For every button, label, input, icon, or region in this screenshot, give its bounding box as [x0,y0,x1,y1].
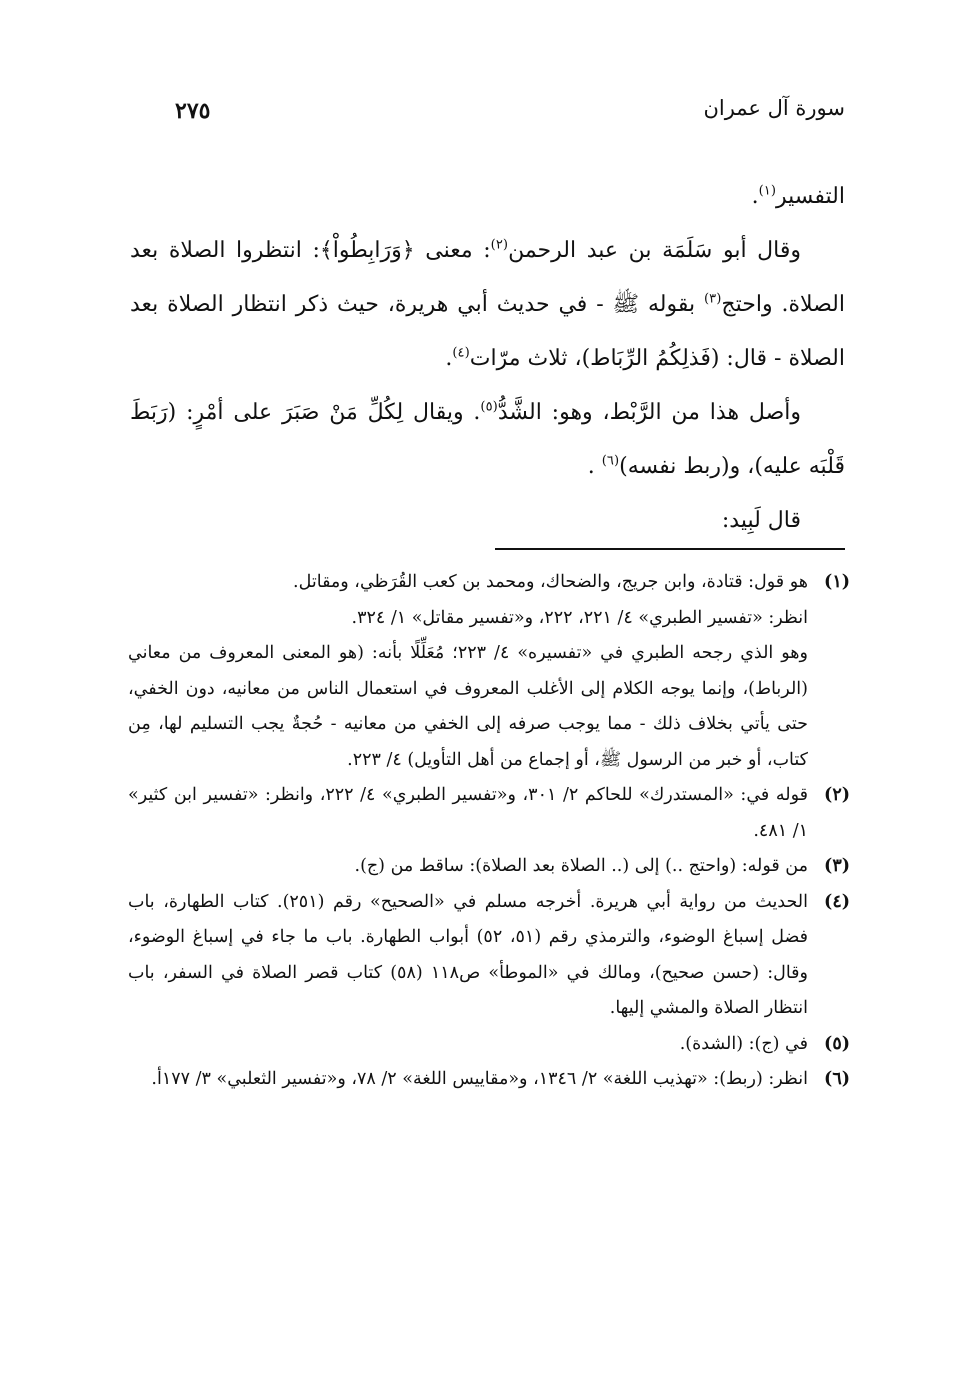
running-title: سورة آل عمران [703,96,845,120]
footnote-text: من قوله: (واحتج ..) إلى (.. الصلاة بعد الصلاة): ساقط من (ج). [354,856,808,876]
footnote-number: (٥) [824,1033,850,1054]
footnote-5 [128,1027,850,1063]
footnote-number: (٦) [824,1069,850,1089]
footnote-ref-2[interactable]: (٢) [490,237,509,253]
footnote-ref-4[interactable]: (٤) [452,345,470,361]
paragraph-labid: قال لَبِيد: [721,508,801,533]
footnote-ref-5[interactable]: (٥) [480,399,498,415]
paragraph-tafsir-end: التفسير$^{(١)}$. [751,183,845,209]
footnote-ref-3[interactable]: (٣) [703,291,722,307]
footnote-4 [128,885,850,1027]
footnote-ref-6[interactable]: (٦) [601,453,620,469]
page-number: ٢٧٥ [175,98,211,124]
footnote-ref-1[interactable]: (١) [758,183,776,199]
footnote-separator [495,548,845,550]
footnotes [128,565,850,1098]
footnote-text: الحديث من رواية أبي هريرة. أخرجه مسلم في «الصحيح» رقم (٢٥١). كتاب الطهارة، باب فضل إسباغ الوضوء، والترمذي رقم (٥١، ٥٢) أبواب الطهارة. باب ما جاء في إسباغ الوضوء، وقال: (حسن صحيح)، ومالك في «الموطأ» ص١١٨ (٥٨) كتاب قصر الصلاة في السفر، باب انتظار الصلاة والمشي إليها. [128,891,808,1018]
footnote-3 [128,849,850,885]
paragraph-rabt-origin: وأصل هذا من الرَّبْط، وهو: الشَّدُّ$^{(٥)}$. ويقال لِكُلِّ مَنْ صَبَرَ على أمْرٍ: (رَبَطَ قَلْبَه عليه)، و(ربط نفسه)$^{(٦)}$ . [130,399,845,479]
footnote-number: (١) [824,572,850,592]
footnote-text: في (ج): (الشدة). [679,1033,808,1054]
footnote-text: قوله في: «المستدرك» للحاكم ٢/ ٣٠١، و«تفسير الطبري» ٤/ ٢٢٢، وانظر: «تفسير ابن كثير» ١/ ٤٨١. [128,785,808,841]
footnote-number: (٢) [824,785,850,805]
paragraph-abu-salama: وقال أبو سَلَمَة بن عبد الرحمن$^{(٢)}$: معنى ﴿وَرَابِطُواْ﴾: انتظروا الصلاة بعد الصلاة. واحتج$^{(٣)}$ بقوله ﷺ - في حديث أبي هريرة، حيث ذكر انتظار الصلاة بعد الصلاة - قال: (فَذلِكُمُ الرِّبَاط)، ثلاث مرّات$^{(٤)}$. [130,237,845,371]
page-header [175,96,845,136]
footnote-number: (٤) [824,891,850,912]
footnote-number: (٣) [824,856,850,876]
footnote-6 [128,1062,850,1098]
footnote-text: هو قول: قتادة، وابن جريج، والضحاك، ومحمد بن كعب القُرَظي، ومقاتل. انظر: «تفسير الطبري» ٤/ ٢٢١، ٢٢٢، و«تفسير مقاتل» ١/ ٣٢٤. وهو الذي رجحه الطبري في «تفسيره» ٤/ ٢٢٣؛ مُعَلِّلًا بأنه: (هو المعنى المعروف من معاني (الرباط)، وإنما يوجه الكلام إلى الأغلب المعروف في استعمال الناس من معانيه، دون الخفي، حتى يأتي بخلاف ذلك - مما يوجب صرفه إلى الخفي من معانيه - حُجةٌ يجب التسليم لها، مِن كتاب، أو خبر من الرسول ﷺ، أو إجماع من أهل التأويل) ٤/ ٢٢٣. [128,572,808,770]
footnote-2 [128,778,850,849]
footnote-1 [128,565,850,778]
footnote-text: انظر: (ربط): «تهذيب اللغة» ٢/ ١٣٤٦، و«مقاييس اللغة» ٢/ ٧٨، و«تفسير الثعلبي» ٣/ ١٧٧أ. [151,1069,808,1089]
main-text [130,170,845,548]
